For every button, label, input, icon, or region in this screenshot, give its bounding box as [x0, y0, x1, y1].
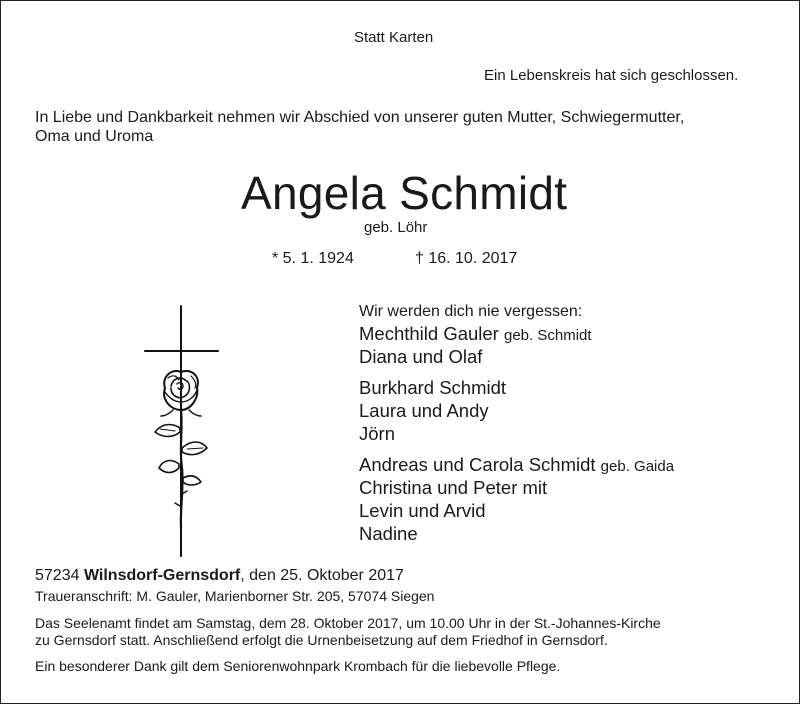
mourner-name: Andreas und Carola Schmidt — [359, 454, 596, 475]
mourner-line: Diana und Olaf — [359, 346, 483, 367]
maiden-name: geb. Löhr — [364, 219, 428, 236]
place-date-line — [35, 567, 404, 585]
mourner-line: Nadine — [359, 523, 418, 544]
birth-date: * 5. 1. 1924 — [272, 250, 354, 267]
cross-with-rose-icon — [135, 298, 235, 560]
thanks-line: Ein besonderer Dank gilt dem Seniorenwohnpark Krombach für die liebevolle Pflege. — [35, 658, 561, 674]
mourner-line: Christina und Peter mit — [359, 477, 548, 498]
mourner-line — [359, 454, 674, 476]
mourning-address: Traueranschrift: M. Gauler, Marienborner Str. 205, 57074 Siegen — [35, 588, 435, 604]
intro-line-2: Oma und Uroma — [35, 128, 154, 145]
service-line-2: zu Gernsdorf statt. Anschließend erfolgt die Urnenbeisetzung auf dem Friedhof in Gernsdorf. — [35, 632, 608, 648]
mourner-line: Levin und Arvid — [359, 500, 486, 521]
mourner-line: Burkhard Schmidt — [359, 377, 507, 398]
mourner-line — [359, 323, 592, 345]
motto: Ein Lebenskreis hat sich geschlossen. — [484, 67, 739, 84]
mourner-maiden: geb. Schmidt — [503, 327, 592, 344]
mourner-line: Jörn — [359, 423, 395, 444]
intro-line-1: In Liebe und Dankbarkeit nehmen wir Abschied von unserer guten Mutter, Schwiegermutter, — [35, 109, 685, 126]
mourners-heading: Wir werden dich nie vergessen: — [359, 303, 583, 320]
service-line-1: Das Seelenamt findet am Samstag, dem 28. Oktober 2017, um 10.00 Uhr in der St.-Johannes-Kirche — [35, 615, 661, 631]
notice-date: , den 25. Oktober 2017 — [240, 567, 404, 584]
deceased-name: Angela Schmidt — [241, 167, 568, 219]
mourner-maiden: geb. Gaida — [600, 458, 675, 475]
mourner-line: Laura und Andy — [359, 400, 489, 421]
town: Wilnsdorf-Gernsdorf — [83, 567, 241, 584]
postcode: 57234 — [35, 567, 80, 584]
mourner-name: Mechthild Gauler — [359, 323, 499, 344]
death-date: † 16. 10. 2017 — [415, 250, 518, 267]
statt-karten: Statt Karten — [354, 29, 434, 46]
